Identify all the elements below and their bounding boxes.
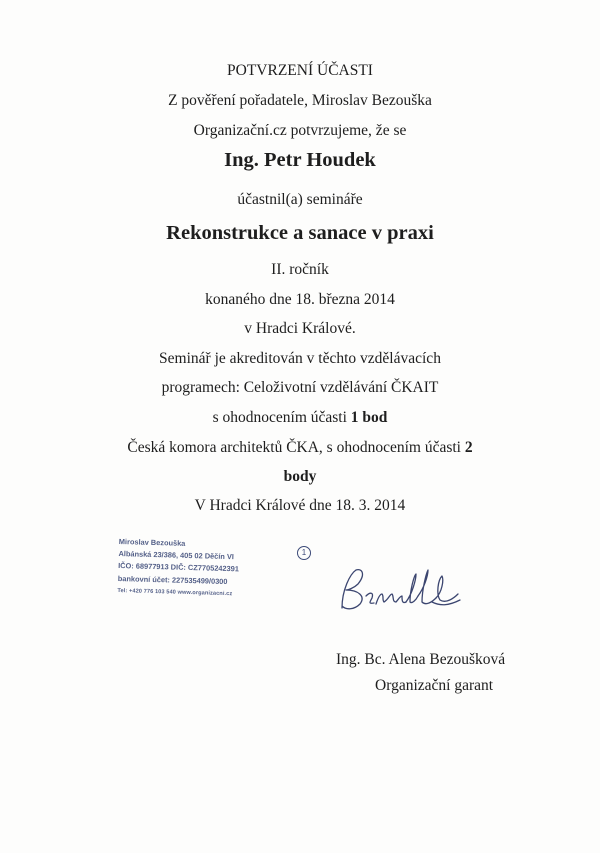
certificate-heading: POTVRZENÍ ÚČASTI	[227, 62, 373, 79]
place-date: V Hradci Králové dne 18. 3. 2014	[194, 497, 406, 514]
points-line-2	[0, 439, 600, 457]
stamp-line-3: IČO: 68977913 DIČ: CZ7705242391	[118, 561, 240, 574]
stamp-line-4: bankovní účet: 227535499/0300	[117, 573, 228, 586]
stamp-registered-mark: 1	[297, 546, 311, 560]
intro-line-1: Z pověření pořadatele, Miroslav Bezouška	[168, 92, 432, 109]
signatory-role: Organizační garant	[375, 677, 494, 694]
participant-name: Ing. Petr Houdek	[224, 149, 376, 171]
held-on-text: konaného dne 18. března 2014	[205, 291, 395, 308]
signature-image	[336, 560, 466, 620]
accreditation-line-1: Seminář je akreditován v těchto vzdělávacích	[159, 350, 441, 367]
points-1-prefix: s ohodnocením účasti	[212, 409, 351, 426]
points-line-1	[0, 409, 600, 427]
intro-line-2: Organizační.cz potvrzujeme, že se	[193, 122, 407, 139]
seminar-title: Rekonstrukce a sanace v praxi	[166, 222, 434, 244]
edition-text: II. ročník	[271, 261, 329, 278]
organizer-stamp	[117, 536, 319, 603]
signatory-name: Ing. Bc. Alena Bezoušková	[336, 651, 506, 668]
stamp-line-1: Miroslav Bezouška	[118, 536, 186, 548]
points-2-unit: body	[283, 468, 317, 485]
points-line-3	[0, 468, 600, 486]
stamp-line-2: Albánská 23/386, 405 02 Děčín VI	[118, 549, 235, 562]
points-2-prefix: Česká komora architektů ČKA, s ohodnocením účasti	[127, 439, 465, 456]
participated-text: účastnil(a) semináře	[237, 191, 363, 208]
accreditation-line-2: programech: Celoživotní vzdělávání ČKAIT	[161, 379, 439, 396]
points-1-value: 1 bod	[350, 409, 388, 426]
points-2-value: 2	[464, 439, 473, 456]
stamp-line-5: Tel: +420 776 103 540 www.organizacni.cz	[117, 587, 233, 597]
location-text: v Hradci Králové.	[244, 320, 356, 337]
